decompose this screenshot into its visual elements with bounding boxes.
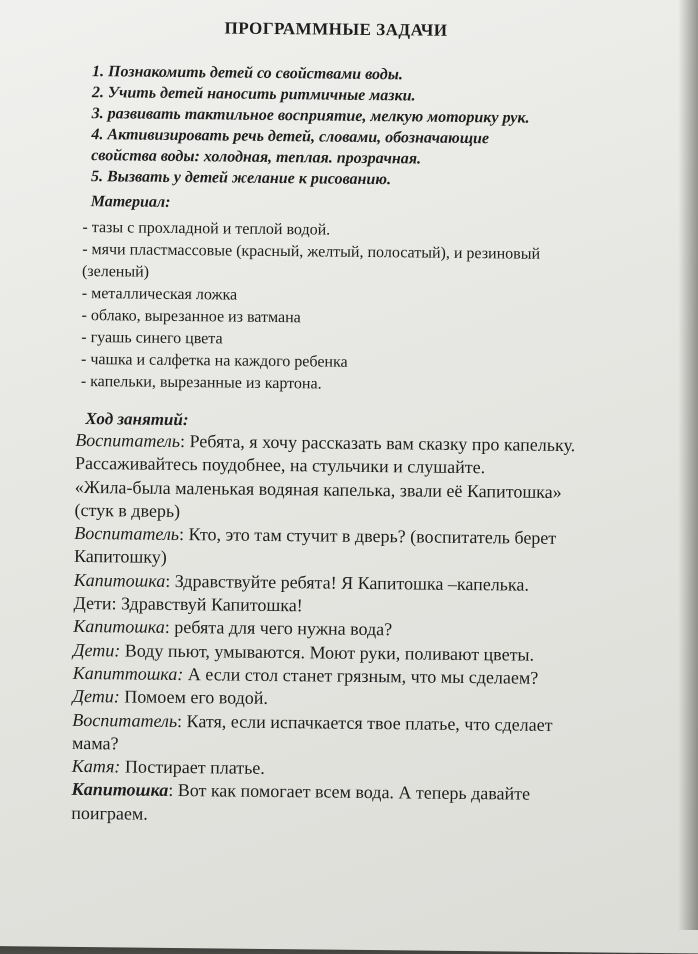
speaker-name: Капитошка <box>71 779 169 801</box>
task-line: свойства воды: холодная, теплая. прозрачная. <box>91 147 422 168</box>
task-line: 1. Познакомить детей со свойствами воды. <box>92 63 403 84</box>
dialogue-text: Капитошку) <box>73 546 167 568</box>
dialogue-text: мама? <box>71 732 119 754</box>
dialogue-text: : Катя, если испачкается твое платье, что сделает <box>177 710 553 735</box>
page-title: ПРОГРАММНЫЕ ЗАДАЧИ <box>224 18 448 40</box>
program-tasks <box>91 61 612 192</box>
task-line: 4. Активизировать речь детей, словами, обозначающие <box>91 126 490 148</box>
speaker-name: Капитошка <box>73 569 166 591</box>
speaker-name: Дети: <box>72 686 120 707</box>
document-content <box>71 17 635 824</box>
speaker-name: Капитошка <box>73 616 165 638</box>
material-heading: Материал: <box>90 193 171 211</box>
material-item: - чашка и салфетка на каждого ребенка <box>81 350 348 371</box>
dialogue-text: Дети: Здравствуй Капитошка! <box>73 592 303 616</box>
speaker-name: Катя: <box>71 756 121 777</box>
material-item: - гуашь синего цвета <box>81 328 223 348</box>
dialogue-line <box>71 802 631 831</box>
speaker-name: Воспитатель <box>74 523 180 545</box>
task-line: 3. развивать тактильное восприятие, мелкую моторику рук. <box>91 105 530 127</box>
material-item: - тазы с прохладной и теплой водой. <box>82 218 331 239</box>
course-heading: Ход занятий: <box>85 409 189 430</box>
task-line: 5. Вызвать у детей желание к рисованию. <box>90 168 392 189</box>
dialogue-text: : Ребята, я хочу рассказать вам сказку про капельку. <box>179 431 576 456</box>
task-line: 2. Учить детей наносить ритмичные мазки. <box>91 84 416 105</box>
material-item: - мячи пластмассовые (красный, желтый, полосатый), и резиновый <box>82 240 541 263</box>
dialogue-text: А если стол станет грязным, что мы сделаем? <box>183 664 539 688</box>
dialogue-text: : Вот как помогает всем вода. А теперь давайте <box>168 780 531 805</box>
material-list <box>81 217 623 399</box>
dialogue-text: : Кто, это там стучит в дверь? (воспитатель берет <box>178 524 557 549</box>
dialogue-text: Воду пьют, умываются. Моют руки, поливают цветы. <box>120 640 535 665</box>
page-edge-shadow <box>678 0 698 930</box>
material-item: - облако, вырезанное из ватмана <box>81 306 301 327</box>
speaker-name: Воспитатель <box>72 709 178 731</box>
speaker-name: Капиттошка: <box>72 662 184 685</box>
dialogue-text: : Здравствуйте ребята! Я Капитошка –капелька. <box>165 570 530 595</box>
dialogue <box>71 429 635 831</box>
dialogue-text: Рассаживайтесь поудобнее, на стульчики и слушайте. <box>74 453 486 478</box>
dialogue-text: : ребята для чего нужна вода? <box>164 617 393 640</box>
dialogue-text: Постирает платье. <box>120 756 265 779</box>
dialogue-text: Помоем его водой. <box>119 686 269 709</box>
dialogue-text: поиграем. <box>71 802 148 824</box>
dialogue-text: «Жила-была маленькая водяная капелька, звали её Капитошка» <box>74 476 562 502</box>
speaker-name: Воспитатель <box>75 429 181 452</box>
speaker-name: Дети: <box>72 639 121 661</box>
material-item: - металлическая ложка <box>81 284 238 304</box>
material-item: - капельки, вырезанные из картона. <box>80 372 322 393</box>
dialogue-text: (стук в дверь) <box>74 499 181 521</box>
material-item: (зеленый) <box>81 262 150 281</box>
